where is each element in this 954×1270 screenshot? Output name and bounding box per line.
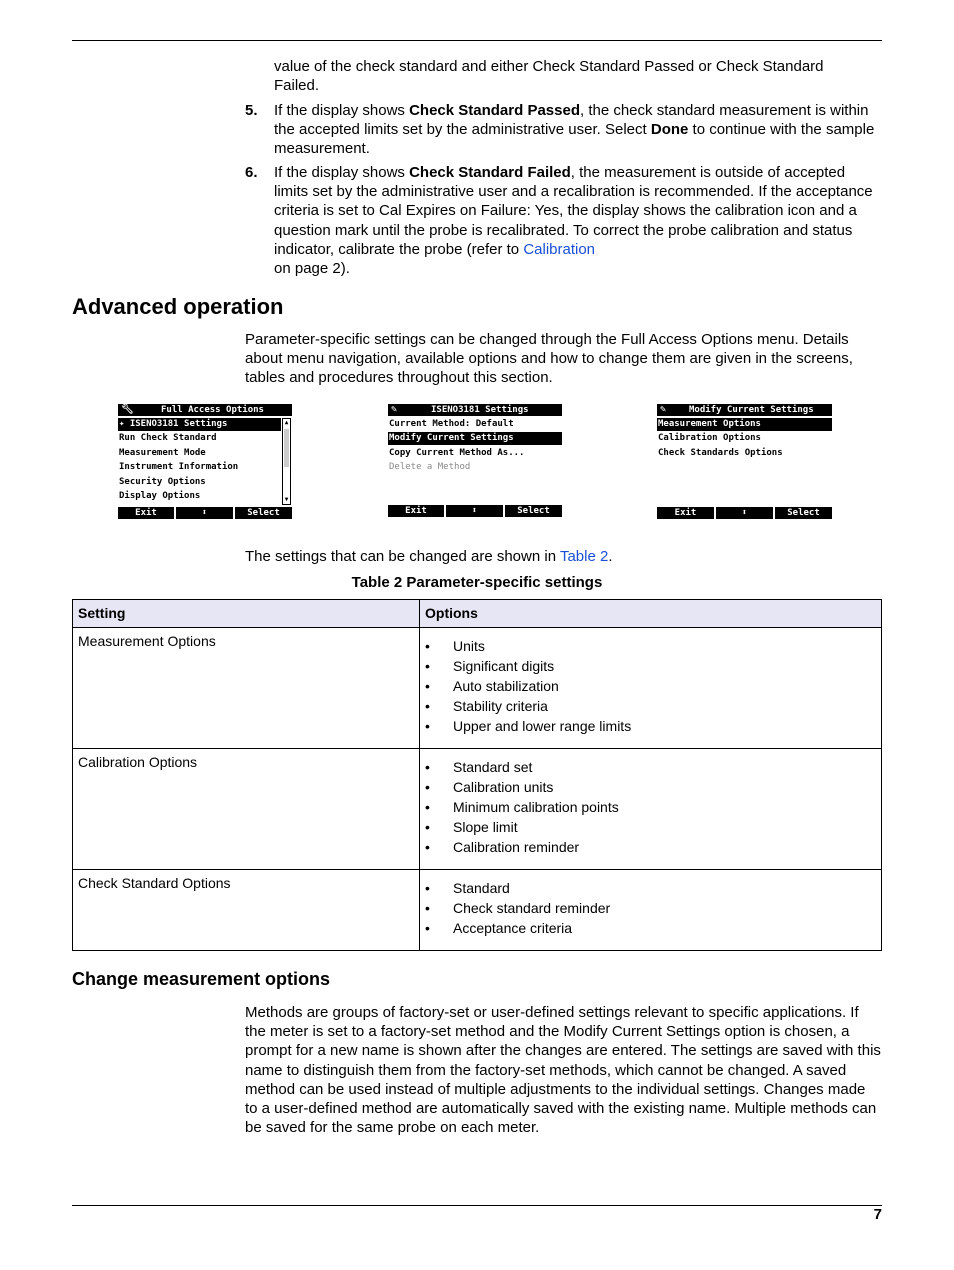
step4-continuation: [274, 57, 882, 95]
settings-line: [245, 547, 865, 566]
wrench-icon: 🔧︎: [121, 404, 134, 415]
screen-iseno-settings: [388, 404, 562, 520]
screen2-item-copy[interactable]: Copy Current Method As...: [389, 448, 525, 458]
step6-number: 6.: [245, 164, 258, 181]
scroll-up-icon[interactable]: ▲: [284, 419, 289, 426]
header-setting: Setting: [73, 600, 420, 628]
change-measurement-heading: Change measurement options: [72, 969, 331, 989]
table-caption: Table 2 Parameter-specific settings: [351, 574, 603, 591]
list-item: • Stability criteria: [425, 696, 876, 716]
step5-text: [274, 101, 882, 159]
screen1-exit-button[interactable]: Exit: [118, 507, 174, 519]
screen3-exit-button[interactable]: Exit: [657, 507, 714, 519]
list-item: • Auto stabilization: [425, 676, 876, 696]
screen2-title-bar: [388, 404, 562, 416]
screen3-item-calibration[interactable]: Calibration Options: [658, 433, 761, 443]
calibration-link[interactable]: Calibration: [523, 240, 596, 258]
step5-number: 5.: [245, 102, 258, 119]
screen3-updown-icon[interactable]: ⬍: [716, 507, 773, 519]
screen-full-access-options: [118, 404, 292, 520]
list-item: • Acceptance criteria: [425, 918, 876, 938]
screen1-item-instrument-info[interactable]: Instrument Information: [119, 462, 239, 472]
screen2-updown-icon[interactable]: ⬍: [446, 505, 503, 517]
page-number: 7: [873, 1206, 882, 1223]
row-setting: Check Standard Options: [73, 870, 420, 951]
options-list: [425, 878, 876, 938]
screen1-item-run-check[interactable]: Run Check Standard: [119, 433, 217, 443]
screen2-item-modify[interactable]: Modify Current Settings: [388, 432, 562, 445]
screen1-item-display[interactable]: Display Options: [119, 491, 201, 501]
row-setting: Calibration Options: [73, 749, 420, 870]
advanced-body: Parameter-specific settings can be changed through the Full Access Options menu. Details about menu navigation, available options and how to change them are given in the screens, tables and procedures throughout this section.: [245, 331, 853, 387]
screen1-updown-icon[interactable]: ⬍: [176, 507, 233, 519]
screen-modify-current-settings: [657, 404, 832, 520]
screen2-item-current-method[interactable]: Current Method: Default: [389, 419, 514, 429]
probe-icon: ✎: [391, 404, 398, 415]
screen3-title: Modify Current Settings: [689, 405, 814, 415]
list-item: • Slope limit: [425, 817, 876, 837]
row-options: [420, 870, 882, 951]
screen1-title-bar: [118, 404, 292, 416]
advanced-operation-heading: Advanced operation: [72, 294, 284, 319]
scroll-down-icon[interactable]: ▼: [284, 496, 289, 503]
screen1-item-measurement-mode[interactable]: Measurement Mode: [119, 448, 206, 458]
step6-c: , the measurement is outside of accepted limits set by the administrative user and a recalibration is recommended. If the acceptance criteria is set to Cal Expires on Failure: Yes, the display shows the calibration icon and a question mark until the probe is recalibrated. To correct the probe calibration and status indicator, calibrate the probe (refer to: [274, 164, 873, 258]
header-options: Options: [420, 600, 882, 628]
step4-line1: value of the check standard and either Check Standard Passed or Check Standard: [274, 58, 824, 75]
change-body: Methods are groups of factory-set or user-defined settings relevant to specific applications. If the meter is set to a factory-set method and the Modify Current Settings option is chosen, a prompt for a new name is shown after the changes are entered. The settings are saved with this name to distinguish them from the factory-set methods, which cannot be changed. A saved method can be used instead of multiple adjustments to the individual settings. Changes made to a user-defined method are automatically saved with the existing name. Multiple methods can be saved for the same probe on each meter.: [245, 1004, 881, 1137]
list-item: • Minimum calibration points: [425, 797, 876, 817]
step5-c: , the check standard measurement is within the accepted limits set by the administrative user. Select: [274, 102, 869, 139]
step4-line2: Failed.: [274, 77, 320, 95]
screen2-exit-button[interactable]: Exit: [388, 505, 444, 517]
list-item: • Standard: [425, 878, 876, 898]
settings-text: The settings that can be changed are shown in: [245, 548, 560, 565]
step6-text: [274, 163, 879, 278]
screen3-item-check-standards[interactable]: Check Standards Options: [658, 448, 783, 458]
screen1-softkey-bar: [118, 507, 292, 519]
scroll-thumb[interactable]: [284, 429, 289, 467]
step6-a: If the display shows: [274, 164, 410, 181]
settings-end: .: [608, 548, 613, 565]
top-rule: [72, 40, 882, 41]
list-item: • Check standard reminder: [425, 898, 876, 918]
screen1-scrollbar[interactable]: [282, 418, 291, 505]
table-row: [73, 628, 882, 749]
list-item: • Calibration units: [425, 777, 876, 797]
options-list: [425, 636, 876, 736]
step5-a: If the display shows: [274, 102, 410, 119]
step5-e: to continue with the sample measurement.: [274, 121, 875, 158]
screen1-select-button[interactable]: Select: [235, 507, 292, 519]
bottom-rule: [72, 1205, 882, 1206]
table-row: [73, 870, 882, 951]
step5-bold-passed: Check Standard Passed: [409, 102, 580, 119]
row-setting: Measurement Options: [73, 628, 420, 749]
row-options: [420, 749, 882, 870]
row-options: [420, 628, 882, 749]
table2-link[interactable]: Table 2: [559, 548, 609, 565]
screen2-select-button[interactable]: Select: [505, 505, 562, 517]
list-item: • Units: [425, 636, 876, 656]
screen2-item-delete: Delete a Method: [389, 462, 471, 472]
screen1-item-settings[interactable]: ✦ ISENO3181 Settings: [118, 418, 281, 431]
step5-bold-done: Done: [650, 121, 689, 139]
list-item: • Upper and lower range limits: [425, 716, 876, 736]
list-item: • Calibration reminder: [425, 837, 876, 857]
step6-d: on page 2).: [274, 260, 350, 278]
step6-bold-failed: Check Standard Failed: [409, 164, 571, 181]
list-item: • Significant digits: [425, 656, 876, 676]
screen2-title: ISENO3181 Settings: [431, 405, 529, 415]
list-item: • Standard set: [425, 757, 876, 777]
screen1-item-security[interactable]: Security Options: [119, 477, 206, 487]
probe-icon: ✎: [660, 404, 667, 415]
parameter-settings-table: [72, 599, 882, 951]
screen3-item-measurement[interactable]: Measurement Options: [657, 418, 832, 431]
screen3-title-bar: [657, 404, 832, 416]
table-row: [73, 749, 882, 870]
screen3-softkey-bar: [657, 507, 832, 519]
table-header-row: [73, 600, 882, 628]
screen1-title: Full Access Options: [161, 405, 264, 415]
options-list: [425, 757, 876, 857]
screen2-softkey-bar: [388, 505, 562, 517]
screen3-select-button[interactable]: Select: [775, 507, 832, 519]
